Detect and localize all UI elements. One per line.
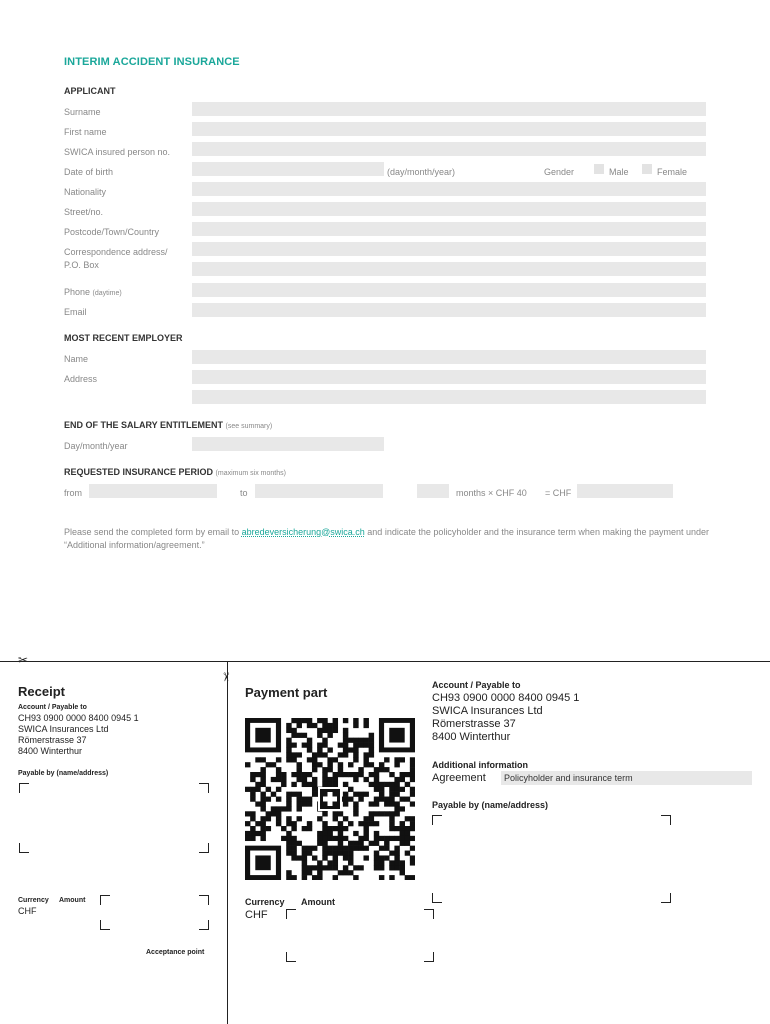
receipt-name: SWICA Insurances Ltd bbox=[18, 724, 109, 734]
first-name-field[interactable] bbox=[192, 122, 706, 136]
receipt-amount-corner-br bbox=[199, 920, 209, 930]
male-checkbox[interactable] bbox=[594, 164, 604, 174]
period-heading bbox=[64, 467, 286, 477]
salary-heading-text: END OF THE SALARY ENTITLEMENT bbox=[64, 420, 224, 430]
surname-label: Surname bbox=[64, 107, 101, 117]
instructions-note bbox=[64, 526, 714, 552]
receipt-amount-corner-tr bbox=[199, 895, 209, 905]
period-months-field[interactable] bbox=[417, 484, 449, 498]
salary-date-label: Day/month/year bbox=[64, 441, 128, 451]
male-label: Male bbox=[609, 167, 629, 177]
female-label: Female bbox=[657, 167, 688, 177]
swica-no-field[interactable] bbox=[192, 142, 706, 156]
note-text-before: Please send the completed form by email to bbox=[64, 527, 242, 537]
scissors-vertical-icon: ✂ bbox=[219, 671, 234, 683]
receipt-payable-corner-tl bbox=[19, 783, 29, 793]
receipt-amount-label: Amount bbox=[59, 897, 86, 904]
phone-label bbox=[64, 286, 122, 300]
receipt-city: 8400 Winterthur bbox=[18, 746, 83, 756]
employer-name-label: Name bbox=[64, 354, 89, 364]
dob-field[interactable] bbox=[192, 162, 384, 176]
street-field[interactable] bbox=[192, 202, 706, 216]
acceptance-point-label: Acceptance point bbox=[146, 949, 205, 956]
payment-currency-label: Currency bbox=[245, 897, 285, 907]
email-label: Email bbox=[64, 307, 87, 317]
payment-title: Payment part bbox=[245, 685, 328, 700]
period-note: (maximum six months) bbox=[215, 470, 286, 477]
email-field[interactable] bbox=[192, 303, 706, 317]
payment-payable-corner-bl bbox=[432, 893, 442, 903]
period-total-field[interactable] bbox=[577, 484, 673, 498]
correspondence-field-2[interactable] bbox=[192, 262, 706, 276]
receipt-payable-corner-bl bbox=[19, 843, 29, 853]
payment-amount-corner-tl bbox=[286, 909, 296, 919]
postcode-field[interactable] bbox=[192, 222, 706, 236]
receipt-payable-corner-tr bbox=[199, 783, 209, 793]
payment-amount-label: Amount bbox=[301, 897, 335, 907]
nationality-field[interactable] bbox=[192, 182, 706, 196]
receipt-currency-label: Currency bbox=[18, 897, 49, 904]
payment-payable-corner-br bbox=[661, 893, 671, 903]
note-text-after: and indicate the policyholder and the insurance term when making the payment under “Additional information/agreement.” bbox=[64, 527, 710, 550]
receipt-amount-corner-bl bbox=[100, 920, 110, 930]
swica-no-label: SWICA insured person no. bbox=[64, 147, 171, 157]
applicant-heading: APPLICANT bbox=[64, 86, 116, 96]
dob-format-label: (day/month/year) bbox=[387, 167, 456, 177]
payment-city: 8400 Winterthur bbox=[432, 731, 511, 743]
payment-payable-corner-tl bbox=[432, 815, 442, 825]
correspondence-label-2: P.O. Box bbox=[64, 260, 99, 270]
receipt-currency-value: CHF bbox=[18, 906, 37, 916]
perforation-vertical bbox=[227, 661, 228, 1024]
receipt-title: Receipt bbox=[18, 684, 65, 699]
salary-heading bbox=[64, 420, 272, 430]
payment-payable-corner-tr bbox=[661, 815, 671, 825]
employer-address-label: Address bbox=[64, 374, 98, 384]
payment-amount-corner-br bbox=[424, 952, 434, 962]
phone-label-text: Phone bbox=[64, 287, 91, 297]
additional-info-label: Additional information bbox=[432, 760, 528, 770]
receipt-amount-corner-tl bbox=[100, 895, 110, 905]
payment-iban: CH93 0900 0000 8400 0945 1 bbox=[432, 692, 580, 704]
receipt-payable-by-label: Payable by (name/address) bbox=[18, 770, 109, 777]
perforation-horizontal bbox=[0, 661, 770, 662]
phone-note: (daytime) bbox=[92, 290, 122, 297]
period-from-field[interactable] bbox=[89, 484, 217, 498]
nationality-label: Nationality bbox=[64, 187, 107, 197]
surname-field[interactable] bbox=[192, 102, 706, 116]
payment-amount-corner-tr bbox=[424, 909, 434, 919]
street-label: Street/no. bbox=[64, 207, 104, 217]
agreement-label: Agreement bbox=[432, 772, 486, 784]
employer-name-field[interactable] bbox=[192, 350, 706, 364]
receipt-iban: CH93 0900 0000 8400 0945 1 bbox=[18, 713, 139, 723]
first-name-label: First name bbox=[64, 127, 107, 137]
payment-account-label: Account / Payable to bbox=[432, 680, 521, 690]
gender-label: Gender bbox=[544, 167, 575, 177]
scissors-icon: ✂ bbox=[18, 653, 29, 667]
phone-field[interactable] bbox=[192, 283, 706, 297]
payment-name: SWICA Insurances Ltd bbox=[432, 705, 543, 717]
employer-heading: MOST RECENT EMPLOYER bbox=[64, 333, 183, 343]
dob-label: Date of birth bbox=[64, 167, 114, 177]
form-title: INTERIM ACCIDENT INSURANCE bbox=[64, 56, 240, 68]
postcode-label: Postcode/Town/Country bbox=[64, 227, 160, 237]
payment-amount-corner-bl bbox=[286, 952, 296, 962]
employer-address-field-1[interactable] bbox=[192, 370, 706, 384]
correspondence-label-1: Correspondence address/ bbox=[64, 247, 168, 257]
period-to-field[interactable] bbox=[255, 484, 383, 498]
period-from-label: from bbox=[64, 488, 82, 498]
correspondence-field-1[interactable] bbox=[192, 242, 706, 256]
payment-street: Römerstrasse 37 bbox=[432, 718, 516, 730]
salary-date-field[interactable] bbox=[192, 437, 384, 451]
period-heading-text: REQUESTED INSURANCE PERIOD bbox=[64, 467, 214, 477]
female-checkbox[interactable] bbox=[642, 164, 652, 174]
receipt-street: Römerstrasse 37 bbox=[18, 735, 87, 745]
email-link[interactable]: abredeversicherung@swica.ch bbox=[241, 527, 365, 537]
payment-currency-value: CHF bbox=[245, 909, 268, 921]
agreement-field[interactable]: Policyholder and insurance term bbox=[501, 771, 752, 785]
payment-payable-by-label: Payable by (name/address) bbox=[432, 800, 549, 810]
period-months-label: months × CHF 40 bbox=[456, 488, 527, 498]
period-to-label: to bbox=[240, 488, 248, 498]
receipt-payable-corner-br bbox=[199, 843, 209, 853]
receipt-account-label: Account / Payable to bbox=[18, 704, 87, 711]
qr-code-icon bbox=[245, 718, 415, 880]
salary-note: (see summary) bbox=[225, 423, 273, 430]
employer-address-field-2[interactable] bbox=[192, 390, 706, 404]
period-eq-label: = CHF bbox=[545, 488, 572, 498]
